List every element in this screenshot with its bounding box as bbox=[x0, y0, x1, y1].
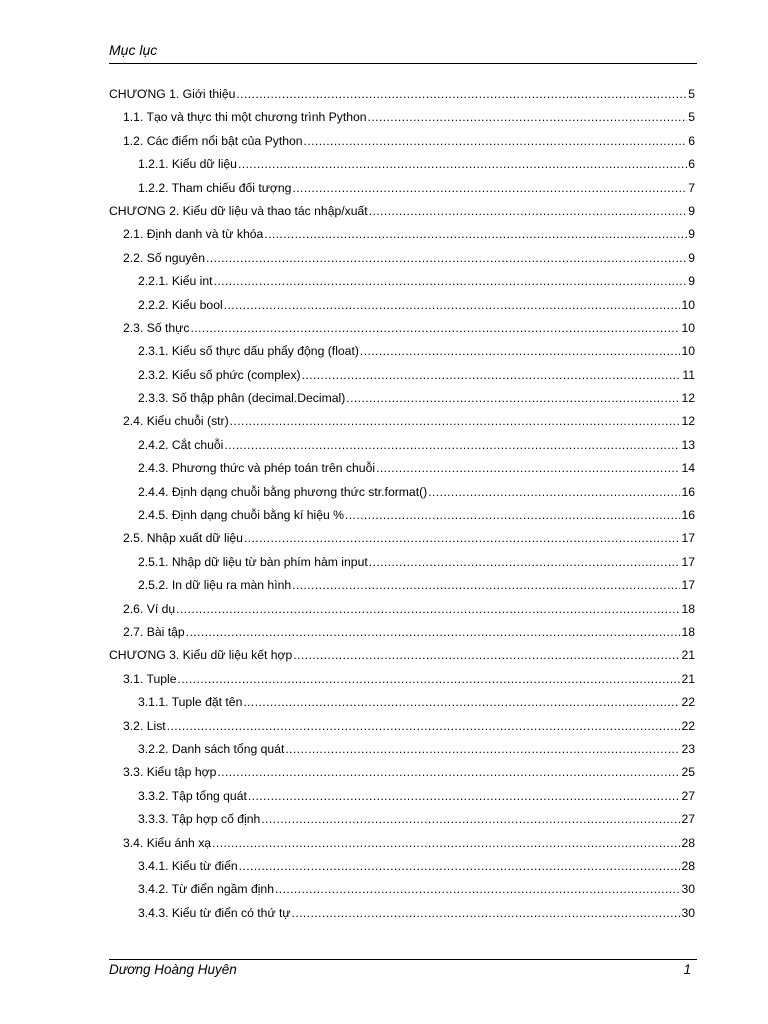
toc-dot-leader bbox=[275, 878, 680, 901]
toc-entry-label: 1.1. Tạo và thực thi một chương trình Python bbox=[123, 110, 367, 125]
toc-entry-label: CHƯƠNG 2. Kiểu dữ liệu và thao tác nhập/xuất bbox=[109, 203, 368, 218]
toc-entry-page: 16 bbox=[681, 508, 695, 523]
toc-entry[interactable] bbox=[109, 434, 695, 457]
toc-dot-leader bbox=[369, 551, 681, 574]
toc-dot-leader bbox=[186, 621, 681, 644]
footer-author: Dương Hoàng Huyên bbox=[109, 962, 237, 977]
toc-dot-leader bbox=[428, 481, 680, 504]
toc-entry[interactable] bbox=[109, 668, 695, 691]
toc-entry[interactable] bbox=[109, 691, 695, 714]
toc-entry-label: 1.2.2. Tham chiếu đối tượng bbox=[138, 180, 292, 195]
toc-entry-page: 14 bbox=[681, 461, 695, 476]
toc-entry[interactable] bbox=[109, 481, 695, 504]
toc-entry-page: 28 bbox=[681, 835, 695, 850]
toc-entry-label: 2.4.5. Định dạng chuỗi bằng kí hiệu % bbox=[138, 508, 344, 523]
toc-entry-label: 2.2.1. Kiểu int bbox=[138, 274, 213, 289]
toc-dot-leader bbox=[224, 434, 680, 457]
toc-entry-page: 12 bbox=[681, 391, 695, 406]
toc-entry-page: 21 bbox=[681, 648, 695, 663]
toc-entry-page: 22 bbox=[681, 695, 695, 710]
toc-entry-page: 25 bbox=[681, 765, 695, 780]
toc-dot-leader bbox=[243, 691, 680, 714]
toc-entry[interactable] bbox=[109, 832, 695, 855]
toc-entry-label: 2.3.3. Số thập phân (decimal.Decimal) bbox=[138, 391, 346, 406]
toc-entry[interactable] bbox=[109, 598, 695, 621]
toc-entry[interactable] bbox=[109, 270, 695, 293]
toc-dot-leader bbox=[368, 106, 688, 129]
footer-divider bbox=[109, 959, 697, 960]
toc-entry-label: CHƯƠNG 3. Kiểu dữ liệu kết hợp bbox=[109, 648, 293, 663]
toc-entry-label: 3.1. Tuple bbox=[123, 671, 177, 686]
toc-dot-leader bbox=[360, 340, 681, 363]
toc-entry-page: 10 bbox=[681, 297, 695, 312]
toc-entry-label: 2.2.2. Kiểu bool bbox=[138, 297, 223, 312]
toc-entry-label: 3.4.1. Kiểu từ điển bbox=[138, 858, 238, 873]
toc-entry-page: 17 bbox=[681, 578, 695, 593]
toc-entry-label: 2.4.3. Phương thức và phép toán trên chuỗi bbox=[138, 461, 376, 476]
toc-entry[interactable] bbox=[109, 761, 695, 784]
toc-entry[interactable] bbox=[109, 855, 695, 878]
toc-dot-leader bbox=[217, 761, 680, 784]
toc-entry-label: 2.1. Định danh và từ khóa bbox=[123, 227, 264, 242]
toc-entry-page: 28 bbox=[681, 858, 695, 873]
toc-entry[interactable] bbox=[109, 200, 695, 223]
toc-entry-page: 30 bbox=[681, 882, 695, 897]
toc-entry[interactable] bbox=[109, 715, 695, 738]
toc-dot-leader bbox=[369, 200, 688, 223]
toc-entry[interactable] bbox=[109, 106, 695, 129]
toc-entry-page: 12 bbox=[681, 414, 695, 429]
toc-dot-leader bbox=[230, 410, 681, 433]
toc-entry-label: 3.2.2. Danh sách tổng quát bbox=[138, 741, 285, 756]
toc-dot-leader bbox=[304, 130, 688, 153]
toc-dot-leader bbox=[224, 294, 681, 317]
toc-entry-label: 3.4.2. Từ điển ngầm định bbox=[138, 882, 274, 897]
toc-entry[interactable] bbox=[109, 223, 695, 246]
toc-entry-label: 1.2. Các điểm nổi bật của Python bbox=[123, 133, 303, 148]
toc-dot-leader bbox=[214, 270, 688, 293]
toc-entry-label: 2.5.1. Nhập dữ liệu từ bàn phím hàm input bbox=[138, 554, 368, 569]
toc-dot-leader bbox=[293, 644, 680, 667]
toc-entry-page: 10 bbox=[681, 320, 695, 335]
toc-dot-leader bbox=[264, 223, 687, 246]
toc-entry-page: 7 bbox=[688, 180, 695, 195]
toc-dot-leader bbox=[178, 668, 681, 691]
toc-dot-leader bbox=[345, 504, 680, 527]
table-of-contents bbox=[109, 83, 695, 925]
toc-entry-label: 2.4.4. Định dạng chuỗi bằng phương thức str.format() bbox=[138, 484, 428, 499]
toc-dot-leader bbox=[190, 317, 680, 340]
toc-entry-page: 27 bbox=[681, 788, 695, 803]
toc-entry[interactable] bbox=[109, 317, 695, 340]
toc-entry-label: 3.2. List bbox=[123, 718, 166, 733]
toc-entry-page: 6 bbox=[688, 157, 695, 172]
toc-entry-page: 17 bbox=[681, 531, 695, 546]
toc-entry[interactable] bbox=[109, 130, 695, 153]
toc-entry[interactable] bbox=[109, 621, 695, 644]
toc-entry-label: 2.5.2. In dữ liệu ra màn hình bbox=[138, 578, 292, 593]
toc-entry[interactable] bbox=[109, 644, 695, 667]
toc-entry-page: 5 bbox=[688, 87, 695, 101]
toc-entry[interactable] bbox=[109, 551, 695, 574]
toc-entry-page: 5 bbox=[688, 110, 695, 125]
toc-dot-leader bbox=[236, 83, 687, 106]
toc-entry-page: 6 bbox=[688, 133, 695, 148]
toc-entry-label: 3.3.3. Tập hợp cố định bbox=[138, 812, 261, 827]
footer-page-number: 1 bbox=[683, 962, 691, 977]
toc-entry-page: 22 bbox=[681, 718, 695, 733]
toc-entry[interactable] bbox=[109, 364, 695, 387]
toc-dot-leader bbox=[167, 715, 681, 738]
toc-entry[interactable] bbox=[109, 878, 695, 901]
toc-entry-page: 30 bbox=[681, 905, 695, 920]
toc-dot-leader bbox=[244, 527, 680, 550]
page-header-title: Mục lục bbox=[109, 42, 158, 58]
toc-entry[interactable] bbox=[109, 808, 695, 831]
toc-entry-page: 10 bbox=[681, 344, 695, 359]
toc-entry[interactable] bbox=[109, 738, 695, 761]
toc-entry[interactable] bbox=[109, 340, 695, 363]
toc-entry-page: 27 bbox=[681, 812, 695, 827]
toc-entry[interactable] bbox=[109, 574, 695, 597]
toc-dot-leader bbox=[212, 832, 680, 855]
toc-entry[interactable] bbox=[109, 153, 695, 176]
toc-dot-leader bbox=[238, 153, 687, 176]
toc-entry-label: 1.2.1. Kiểu dữ liệu bbox=[138, 157, 237, 172]
toc-dot-leader bbox=[292, 574, 680, 597]
toc-entry-label: 2.7. Bài tập bbox=[123, 624, 185, 639]
toc-entry-page: 16 bbox=[681, 484, 695, 499]
toc-entry[interactable] bbox=[109, 410, 695, 433]
toc-dot-leader bbox=[302, 364, 682, 387]
toc-entry-label: 2.4.2. Cắt chuỗi bbox=[138, 437, 224, 452]
toc-entry-label: 3.4.3. Kiểu từ điển có thứ tự bbox=[138, 905, 291, 920]
toc-entry[interactable] bbox=[109, 527, 695, 550]
toc-entry-page: 9 bbox=[688, 227, 695, 242]
toc-entry-label: 3.1.1. Tuple đặt tên bbox=[138, 695, 243, 710]
toc-entry[interactable] bbox=[109, 902, 695, 925]
toc-entry-page: 21 bbox=[681, 671, 695, 686]
toc-entry-label: 2.2. Số nguyên bbox=[123, 250, 205, 265]
toc-dot-leader bbox=[376, 457, 680, 480]
toc-entry-label: 2.4. Kiểu chuỗi (str) bbox=[123, 414, 229, 429]
toc-entry-label: 3.3.2. Tập tổng quát bbox=[138, 788, 247, 803]
toc-entry[interactable] bbox=[109, 294, 695, 317]
toc-dot-leader bbox=[248, 785, 681, 808]
toc-entry-label: 3.3. Kiểu tập hợp bbox=[123, 765, 217, 780]
toc-entry-label: 2.3. Số thực bbox=[123, 320, 190, 335]
toc-entry-page: 18 bbox=[681, 624, 695, 639]
toc-entry[interactable] bbox=[109, 83, 695, 106]
toc-dot-leader bbox=[292, 902, 681, 925]
toc-entry-label: CHƯƠNG 1. Giới thiệu bbox=[109, 87, 236, 101]
toc-entry[interactable] bbox=[109, 457, 695, 480]
toc-entry-page: 17 bbox=[681, 554, 695, 569]
toc-entry[interactable] bbox=[109, 177, 695, 200]
header-divider bbox=[109, 63, 697, 64]
toc-dot-leader bbox=[285, 738, 680, 761]
toc-entry-page: 23 bbox=[681, 741, 695, 756]
toc-dot-leader bbox=[176, 598, 680, 621]
toc-entry-label: 2.6. Ví dụ bbox=[123, 601, 176, 616]
toc-entry-page: 11 bbox=[682, 367, 695, 382]
toc-entry[interactable] bbox=[109, 247, 695, 270]
toc-dot-leader bbox=[261, 808, 680, 831]
toc-entry-page: 18 bbox=[681, 601, 695, 616]
toc-entry-label: 3.4. Kiểu ánh xạ bbox=[123, 835, 212, 850]
toc-entry-page: 13 bbox=[681, 437, 695, 452]
toc-dot-leader bbox=[292, 177, 687, 200]
toc-entry[interactable] bbox=[109, 504, 695, 527]
toc-dot-leader bbox=[206, 247, 687, 270]
toc-entry-label: 2.3.1. Kiểu số thực dấu phẩy động (float) bbox=[138, 344, 359, 359]
toc-dot-leader bbox=[239, 855, 681, 878]
toc-entry[interactable] bbox=[109, 387, 695, 410]
toc-entry-page: 9 bbox=[688, 250, 695, 265]
toc-entry-label: 2.3.2. Kiểu số phức (complex) bbox=[138, 367, 301, 382]
toc-entry-label: 2.5. Nhập xuất dữ liệu bbox=[123, 531, 243, 546]
toc-entry[interactable] bbox=[109, 785, 695, 808]
toc-entry-page: 9 bbox=[688, 203, 695, 218]
toc-entry-page: 9 bbox=[688, 274, 695, 289]
toc-dot-leader bbox=[346, 387, 680, 410]
